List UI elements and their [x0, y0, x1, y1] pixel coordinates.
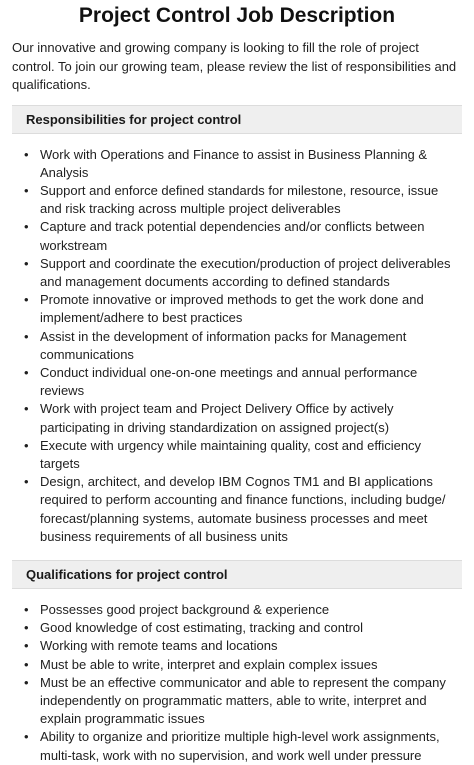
- bullet-icon: •: [24, 729, 29, 745]
- qualifications-heading-label: Qualifications for project control: [26, 566, 228, 582]
- intro-paragraph: Our innovative and growing company is looking to fill the role of project control. To join our growing team, please review the list of responsibilities and qualifications.: [12, 40, 457, 92]
- responsibility-item: • Support and enforce defined standards for milestone, resource, issue and risk tracking across multiple project deliverables: [24, 182, 439, 217]
- bullet-icon: •: [24, 437, 29, 453]
- responsibility-item: • Work with Operations and Finance to assist in Business Planning & Analysis: [24, 146, 428, 180]
- bullet-icon: •: [24, 364, 29, 380]
- bullet-icon: •: [24, 620, 29, 636]
- bullet-icon: •: [24, 146, 29, 162]
- bullet-icon: •: [24, 219, 29, 235]
- qualification-item: • Ability to organize and prioritize multiple high-level work assignments, multi-task, work with no supervision, and work well under pressure: [24, 729, 440, 763]
- responsibility-item: • Assist in the development of information packs for Management communications: [24, 328, 407, 362]
- responsibilities-heading-label: Responsibilities for project control: [26, 111, 242, 127]
- responsibility-item: • Conduct individual one-on-one meetings and annual performance reviews: [24, 364, 418, 399]
- responsibility-item: • Design, architect, and develop IBM Cognos TM1 and BI applications required to perform accounting and finance functions, including budge/ forecast/planning systems, automate business processes and meet business requirements of all business units: [24, 474, 446, 544]
- responsibility-item: • Capture and track potential dependencies and/or conflicts between workstream: [24, 219, 425, 253]
- responsibility-item: • Work with project team and Project Delivery Office by actively participating in driving standardization on assigned project(s): [24, 401, 394, 435]
- qualification-item: • Good knowledge of cost estimating, tracking and control: [12, 619, 462, 637]
- qualification-item: • Must be an effective communicator and able to represent the company independently on programmatic matters, able to write, interpret and explain programmatic issues: [24, 674, 446, 727]
- bullet-icon: •: [24, 292, 29, 308]
- responsibilities-heading: [12, 105, 462, 134]
- bullet-icon: •: [24, 656, 29, 672]
- bullet-icon: •: [24, 401, 29, 417]
- qualification-item: • Possesses good project background & experience: [12, 601, 462, 619]
- responsibility-item: • Execute with urgency while maintaining quality, cost and efficiency targets: [24, 437, 422, 471]
- bullet-icon: •: [24, 255, 29, 271]
- responsibility-item: • Support and coordinate the execution/production of project deliverables and management documents according to defined standards: [24, 255, 451, 289]
- page-title: Project Control Job Description: [78, 4, 396, 27]
- responsibility-item: • Promote innovative or improved methods to get the work done and implement/adhere to best practices: [24, 292, 424, 326]
- bullet-icon: •: [24, 182, 29, 198]
- qualification-item: • Must be able to write, interpret and explain complex issues: [12, 656, 462, 674]
- qualifications-list: [12, 601, 462, 765]
- bullet-icon: •: [24, 601, 29, 617]
- bullet-icon: •: [24, 474, 29, 490]
- bullet-icon: •: [24, 638, 29, 654]
- responsibilities-list: [12, 146, 462, 546]
- qualifications-heading: [12, 560, 462, 589]
- bullet-icon: •: [24, 674, 29, 690]
- qualification-item: • Working with remote teams and locations: [12, 637, 462, 655]
- bullet-icon: •: [24, 328, 29, 344]
